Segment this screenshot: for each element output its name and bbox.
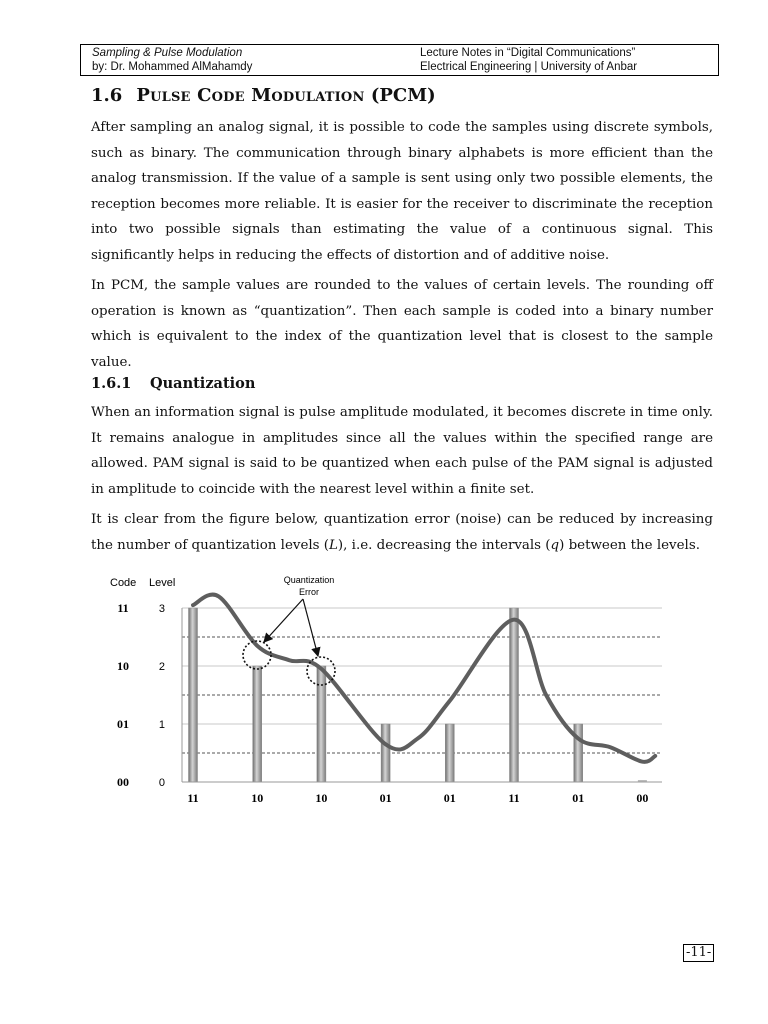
header-author: by: Dr. Mohammed AlMahamdy xyxy=(92,61,253,73)
error-arrow-1 xyxy=(264,599,303,642)
code-tick-label: 01 xyxy=(117,717,129,731)
section-heading xyxy=(91,85,436,106)
paragraph-intro: After sampling an analog signal, it is possible to code the samples using discrete symbols, such as binary. The communication through binary alphabets is more efficient than the analog transmission. If the value of a sample is sent using only two possible elements, the reception becomes more reliable. It is easier for the receiver to discriminate the reception into two possible signals than estimating the value of a continuous signal. This significantly helps in reducing the effects of distortion and of additive noise. xyxy=(91,120,713,263)
page-number: -11- xyxy=(683,944,714,962)
annotation-error: Error xyxy=(299,587,319,597)
x-tick-code-label: 11 xyxy=(187,791,199,805)
header-department: Electrical Engineering | University of Anbar xyxy=(420,61,638,73)
paragraph-quantization: When an information signal is pulse amplitude modulated, it becomes discrete in time only. It remains analogue in amplitudes since all the values within the specified range are allowed. PAM signal is said to be quantized when each pulse of the PAM signal is adjusted in amplitude to coincide with the nearest level within a finite set. xyxy=(91,405,713,497)
code-tick-label: 11 xyxy=(117,601,129,615)
header-lecture-notes: Lecture Notes in “Digital Communications” xyxy=(420,47,636,59)
quantized-sample-bar xyxy=(574,724,583,782)
paragraph-figure-intro xyxy=(91,507,713,558)
x-tick-code-label: 01 xyxy=(379,791,392,805)
paragraph-text-part: ), i.e. decreasing the intervals ( xyxy=(337,537,551,553)
x-tick-code-label: 11 xyxy=(508,791,520,805)
level-tick-label: 3 xyxy=(158,603,165,615)
code-tick-label: 00 xyxy=(117,775,129,789)
level-column-header: Level xyxy=(149,577,176,589)
x-tick-code-label: 01 xyxy=(572,791,585,805)
analog-signal-curve xyxy=(193,595,655,762)
paragraph-text-part: It is clear from the figure below, quantization error (noise) can be reduced by increasing the number of quantization levels ( xyxy=(91,512,713,553)
quantized-sample-bar xyxy=(189,608,198,782)
paragraph-pcm: In PCM, the sample values are rounded to the values of certain levels. The rounding off operation is known as “quantization”. Then each sample is coded into a binary number which is equivalent to the index of the quantization level that is closest to the sample value. xyxy=(91,278,713,370)
annotation-quantization: Quantization xyxy=(283,575,335,585)
quantized-sample-bar xyxy=(510,608,519,782)
level-tick-label: 2 xyxy=(158,661,165,673)
symbol-L: L xyxy=(329,537,338,553)
header-right xyxy=(420,46,637,74)
section-title: Pulse Code Modulation xyxy=(136,85,365,106)
quantized-sample-bar xyxy=(445,724,454,782)
code-tick-label: 10 xyxy=(117,659,129,673)
level-tick-label: 1 xyxy=(158,719,165,731)
x-tick-code-label: 01 xyxy=(443,791,456,805)
quantized-sample-bar xyxy=(317,666,326,782)
paragraph-text-part: ) between the levels. xyxy=(559,537,700,553)
header-left xyxy=(92,46,252,74)
level-tick-label: 0 xyxy=(158,777,165,789)
quantized-sample-bar xyxy=(381,724,390,782)
x-tick-code-label: 10 xyxy=(251,791,264,805)
quantization-figure xyxy=(0,570,768,830)
quantized-sample-bar xyxy=(253,666,262,782)
section-number: 1.6 xyxy=(91,85,123,106)
section-title-abbr: (PCM) xyxy=(370,85,436,106)
header-course-topic: Sampling & Pulse Modulation xyxy=(92,47,243,59)
symbol-q: q xyxy=(550,537,560,553)
page-header xyxy=(80,44,719,76)
code-column-header: Code xyxy=(110,577,137,589)
x-tick-code-label: 10 xyxy=(315,791,328,805)
x-tick-code-label: 00 xyxy=(636,791,649,805)
subsection-number: 1.6.1 xyxy=(91,375,132,392)
subsection-heading xyxy=(91,375,255,392)
subsection-title: Quantization xyxy=(150,375,256,392)
